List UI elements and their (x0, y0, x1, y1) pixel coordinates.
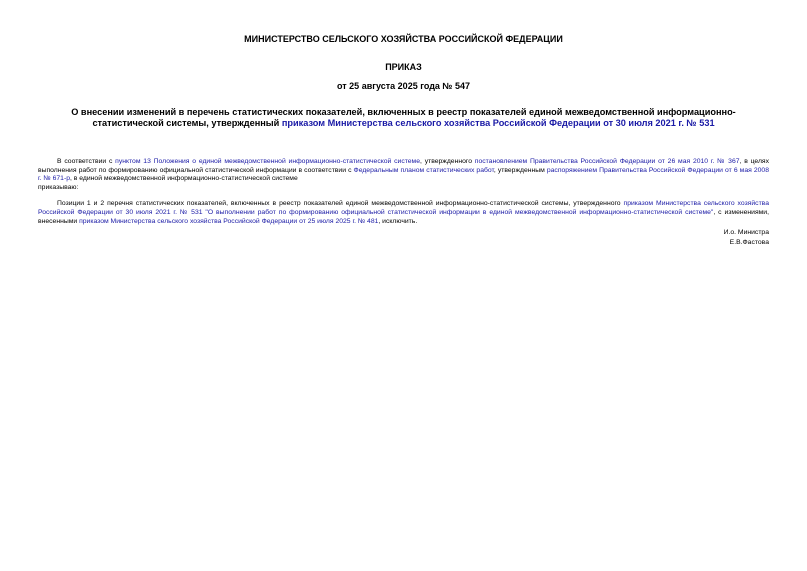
decision-text-2: , с изменениями, внесенными (38, 208, 769, 225)
document-body (38, 158, 769, 226)
government-decree-367-link[interactable]: постановлением Правительства Российской Федерации от 26 мая 2010 г. № 367 (474, 158, 740, 165)
decision-text-1: Позиции 1 и 2 перечня статистических показателей, включенных в реестр показателей единой межведомственной информационно-статистической системы, утвержденного (57, 200, 624, 208)
regulation-point-13-link[interactable]: пунктом 13 Положения о единой межведомственной информационно-статистической системе (115, 158, 421, 165)
government-order-671-link[interactable]: распоряжением Правительства Российской Федерации от 6 мая 2008 г. № 671-р (38, 166, 769, 183)
basis-text-2: , утвержденного (420, 158, 475, 165)
order-531-link[interactable]: приказом Министерства сельского хозяйства Российской Федерации от 30 июля 2021 г. № 531 "О выполнении работ по формированию официальной статистической информации в единой межведомственной информационно-статистической системе" (38, 200, 769, 216)
order-word: приказываю: (38, 183, 79, 191)
decision-text-3: , исключить. (378, 217, 418, 225)
document-page (38, 34, 769, 248)
order-heading: ПРИКАЗ (385, 62, 422, 72)
ministry-heading: МИНИСТЕРСТВО СЕЛЬСКОГО ХОЗЯЙСТВА РОССИЙСКОЙ ФЕДЕРАЦИИ (244, 34, 563, 44)
document-title (38, 107, 769, 129)
basis-text-1: В соответствии с (57, 158, 116, 165)
paragraph-basis (38, 158, 769, 184)
signature-block (38, 228, 769, 248)
order-481-link[interactable]: приказом Министерства сельского хозяйства Российской Федерации от 25 июля 2025 г. № 481 (79, 217, 379, 225)
title-text: О внесении изменений в перечень статистических показателей, включенных в реестр показателей единой межведомственной информационно-статистической системы, утвержденный (71, 107, 736, 128)
basis-text-5: , в единой межведомственной информационно-статистической системе (70, 175, 298, 183)
federal-plan-link[interactable]: Федеральным планом статистических работ (353, 166, 494, 174)
basis-text-4: , утвержденным (493, 166, 547, 174)
signatory-name: Е.В.Фастова (729, 239, 769, 247)
basis-text-3: , в целях выполнения работ по формированию официальной статистической информации в соответствии с (38, 158, 770, 174)
order-date: от 25 августа 2025 года № 547 (337, 81, 470, 91)
signatory-position: И.о. Министра (723, 229, 769, 237)
paragraph-decision (38, 200, 769, 226)
title-order-link[interactable]: приказом Министерства сельского хозяйства Российской Федерации от 30 июля 2021 г. № 531 (281, 118, 715, 128)
